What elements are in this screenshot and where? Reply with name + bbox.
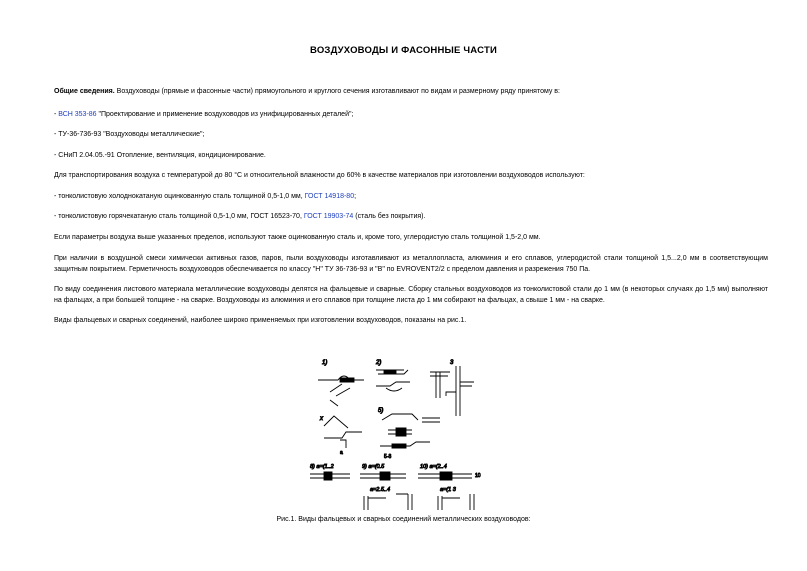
list-prefix: -	[54, 111, 59, 118]
joints-figure	[300, 348, 505, 510]
svg-text:a=(1 3: a=(1 3	[440, 487, 456, 493]
page-title: ВОЗДУХОВОДЫ И ФАСОННЫЕ ЧАСТИ	[310, 45, 497, 56]
params-paragraph	[54, 233, 768, 244]
material-item-cold-rolled	[54, 192, 768, 203]
list-item-tu: - ТУ-36-736-93 "Воздуховоды металлические";	[54, 131, 205, 138]
material-suffix: (сталь без покрытия).	[353, 213, 426, 220]
svg-text:2): 2)	[376, 360, 382, 366]
svg-text:a=2.5..4: a=2.5..4	[370, 487, 391, 493]
svg-text:8) a=(1..2: 8) a=(1..2	[310, 464, 334, 470]
intro-paragraph	[54, 87, 768, 98]
material-text: - тонколистовую холоднокатаную оцинкованную сталь толщиной 0,5-1,0 мм,	[54, 193, 305, 200]
intro-label: Общие сведения.	[54, 88, 115, 95]
list-item-vsn	[54, 110, 768, 121]
svg-text:5): 5)	[378, 408, 384, 414]
svg-text:10: 10	[475, 473, 481, 479]
figure-caption: Рис.1. Виды фальцевых и сварных соединений металлических воздуховодов:	[276, 516, 531, 523]
list-item-snip: - СНиП 2.04.05.-91 Отопление, вентиляция, кондиционирование.	[54, 152, 266, 159]
material-item-hot-rolled	[54, 212, 768, 223]
svg-text:1): 1)	[322, 360, 328, 366]
svg-text:x: x	[320, 416, 323, 422]
svg-text:10) a=(2..4: 10) a=(2..4	[420, 464, 447, 470]
svg-text:9) a=(0.5: 9) a=(0.5	[362, 464, 385, 470]
material-text: - тонколистовую горячекатаную сталь толщиной 0,5-1,0 мм, ГОСТ 16523-70,	[54, 213, 304, 220]
list-item-text: "Проектирование и применение воздуховодов из унифицированных деталей";	[96, 111, 354, 118]
intro-text: Воздуховоды (прямые и фасонные части) прямоугольного и круглого сечения изготавливают по видам и размерному ряду принятому в:	[114, 88, 560, 95]
svg-text:a: a	[340, 450, 343, 456]
svg-text:3: 3	[450, 360, 454, 366]
figure-reference-paragraph: Виды фальцевых и сварных соединений, наиболее широко применяемых при изготовлении воздуховодов, показаны на рис.1.	[54, 317, 467, 324]
link-gost-19903-74[interactable]: ГОСТ 19903-74	[303, 213, 354, 220]
gases-paragraph: При наличии в воздушной смеси химически активных газов, паров, пыли воздуховоды изготавливают из металлопласта, алюминия и его сплавов, углеродистой стали толщиной 1,5...2,0 мм в соответствующим защитным покрытием. Герметичность воздуховодов обеспечивается по классу "Н" ТУ 36-736-93 и "В" по EVROVENT2/2 с пределом давления и разрежения 750 Па.	[54, 255, 768, 273]
material-suffix: ;	[354, 193, 357, 200]
params-text: Если параметры воздуха выше указанных пределов, используют также оцинкованную сталь и, кроме того, углеродистую сталь толщиной 1,5-2,0 мм.	[54, 234, 541, 241]
link-vsn-353-86[interactable]: ВСН 353-86	[58, 111, 97, 118]
joints-paragraph: По виду соединения листового материала металлические воздуховоды делятся на фальцевые и сварные. Сборку стальных воздуховодов из тонколистовой стали до 1 мм (в некоторых случаях до 1,5 мм) выполняют на фальцах, а при большей толщине - на сварке. Воздуховоды из алюминия и его сплавов при толщине листа до 1 мм собирают на фальцах, а свыше 1 мм - на сварке.	[54, 286, 768, 304]
svg-text:5-8: 5-8	[384, 454, 392, 460]
transport-paragraph: Для транспортирования воздуха с температурой до 80 °С и относительной влажности до 60% в качестве материалов при изготовлении воздуховодов используют:	[54, 172, 585, 179]
link-gost-14918-80[interactable]: ГОСТ 14918-80	[304, 193, 355, 200]
